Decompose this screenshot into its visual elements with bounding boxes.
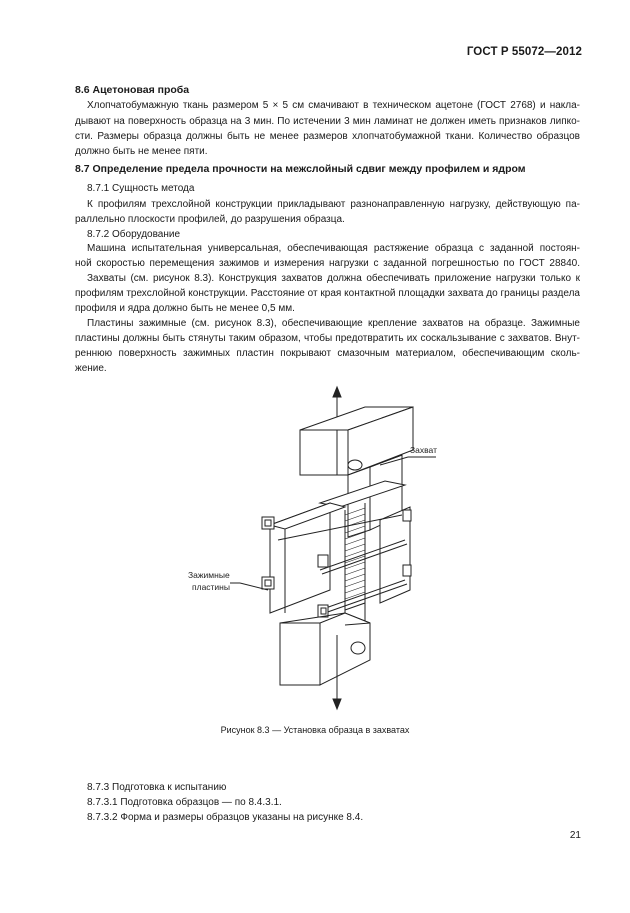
paragraph-line: 8.7.3.1 Подготовка образцов — по 8.4.3.1. <box>87 797 282 808</box>
section-8-7-title: 8.7 Определение предела прочности на межслойный сдвиг между профилем и ядром <box>75 163 526 175</box>
paragraph-line: Хлопчатобумажную ткань размером 5 × 5 см смачивают в техническом ацетоне (ГОСТ 2768) и накла- <box>87 100 580 111</box>
label-plates-line2: пластины <box>192 582 230 592</box>
paragraph-line: профиля и ядра должно быть не менее 0,5 мм. <box>75 303 295 314</box>
paragraph-line: Машина испытательная универсальная, обеспечивающая растяжение образца с заданной постоян- <box>87 243 580 254</box>
paragraph-line: Захваты (см. рисунок 8.3). Конструкция захватов должна обеспечивать приложение нагрузки только к <box>87 273 580 284</box>
arrow-head-down <box>333 699 341 709</box>
section-8-6-title: 8.6 Ацетоновая проба <box>75 84 190 96</box>
subsection-8-7-2-title: 8.7.2 Оборудование <box>87 229 181 240</box>
paragraph-line: профилям трехслойной конструкции. Расстояние от края контактной площадки захвата до границы раздела <box>75 288 580 299</box>
figure-grip-assembly <box>170 385 470 715</box>
paragraph-line: должно быть не менее пяти. <box>75 146 208 157</box>
paragraph-line: дывают на поверхность образца на 3 мин. По истечении 3 мин ламинат не должен иметь признаков липко- <box>75 116 580 127</box>
paragraph-line: пластины должны быть стянуты таким образом, чтобы предотвратить их соскальзывание с захватов. Внут- <box>75 333 580 344</box>
paragraph-line: сти. Размеры образца должны быть не менее размеров хлопчатобумажной ткани. Количество образцов <box>75 131 580 142</box>
document-header: ГОСТ Р 55072—2012 <box>466 46 582 58</box>
paragraph-line: реннюю поверхность зажимных пластин покрывают смазочным материалом, обеспечивающим сколь- <box>75 348 580 359</box>
arrow-head-up <box>333 387 341 397</box>
figure-caption: Рисунок 8.3 — Установка образца в захватах <box>220 725 410 735</box>
paragraph-line: ной скоростью перемещения зажимов и измерения нагрузки с заданной погрешностью по ГОСТ 28840. <box>75 258 580 269</box>
label-grip: Захват <box>410 445 437 455</box>
paragraph-line: жение. <box>75 363 107 374</box>
subsection-8-7-3-title: 8.7.3 Подготовка к испытанию <box>87 782 227 793</box>
paragraph-line: Пластины зажимные (см. рисунок 8.3), обеспечивающие крепление захватов на образце. Зажимные <box>87 318 580 329</box>
label-plates-line1: Зажимные <box>188 570 230 580</box>
paragraph-line: К профилям трехслойной конструкции прикладывают разнонаправленную нагрузку, действующую па- <box>87 199 580 210</box>
paragraph-line: 8.7.3.2 Форма и размеры образцов указаны на рисунке 8.4. <box>87 812 364 823</box>
subsection-8-7-1-title: 8.7.1 Сущность метода <box>87 183 195 194</box>
page-number: 21 <box>569 830 581 841</box>
paragraph-line: раллельно плоскости профилей, до разрушения образца. <box>75 214 345 225</box>
